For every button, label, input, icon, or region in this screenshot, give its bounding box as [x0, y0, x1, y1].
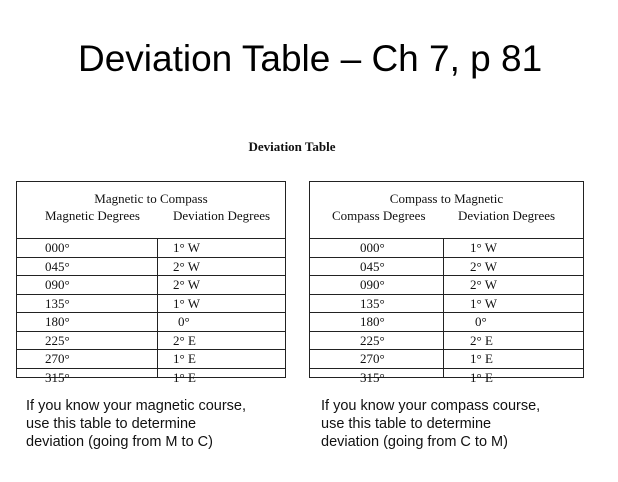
- dev-cell: 2° W: [470, 277, 497, 292]
- table-row: [310, 239, 583, 258]
- dev-cell: 0°: [475, 314, 487, 329]
- magnetic-to-compass-table: [16, 181, 286, 385]
- table-row: [17, 369, 285, 387]
- table-heading: Deviation Table: [248, 139, 336, 154]
- dev-cell: 0°: [178, 314, 190, 329]
- dev-cell: 1° W: [173, 240, 200, 255]
- column-header-compass-degrees: Compass Degrees: [332, 208, 426, 223]
- deg-cell: 000°: [45, 240, 70, 255]
- compass-to-magnetic-table: [309, 181, 584, 385]
- slide-title: Deviation Table – Ch 7, p 81: [78, 38, 543, 79]
- note-line: If you know your magnetic course,: [26, 398, 247, 414]
- column-header-magnetic-degrees: Magnetic Degrees: [45, 208, 140, 223]
- deg-cell: 000°: [360, 240, 385, 255]
- deg-cell: 045°: [45, 258, 70, 274]
- dev-cell: 2° W: [173, 277, 200, 292]
- deg-cell: 270°: [45, 351, 70, 366]
- dev-cell: 2° E: [173, 332, 196, 348]
- table-row: [310, 332, 583, 351]
- deg-cell: 045°: [360, 258, 385, 274]
- deg-cell: 225°: [45, 332, 70, 348]
- table-row: [310, 258, 583, 277]
- table-row: [17, 239, 285, 258]
- note-line: use this table to determine: [26, 416, 197, 432]
- table-row: [310, 276, 583, 295]
- column-header-deviation-degrees: Deviation Degrees: [173, 208, 271, 223]
- table-body: [17, 238, 285, 386]
- table-row: [310, 369, 583, 387]
- deg-cell: 090°: [45, 277, 70, 292]
- table-row: [17, 276, 285, 295]
- deg-cell: 270°: [360, 351, 385, 366]
- table-row: [17, 332, 285, 351]
- table-row: [17, 313, 285, 332]
- note-line: If you know your compass course,: [321, 398, 541, 414]
- table-caption: Compass to Magnetic: [389, 191, 504, 206]
- table-row: [310, 350, 583, 369]
- column-header-deviation-degrees: Deviation Degrees: [458, 208, 556, 223]
- dev-cell: 1° W: [470, 295, 497, 311]
- deg-cell: 090°: [360, 277, 385, 292]
- dev-cell: 1° E: [470, 369, 493, 385]
- note-line: deviation (going from M to C): [26, 434, 213, 450]
- dev-cell: 1° E: [173, 351, 196, 366]
- dev-cell: 2° E: [470, 332, 493, 348]
- dev-cell: 1° W: [173, 295, 200, 311]
- dev-cell: 1° W: [470, 240, 497, 255]
- deg-cell: 180°: [360, 314, 385, 329]
- table-body: [310, 238, 583, 386]
- note-compass-to-magnetic: [321, 397, 540, 451]
- table-row: [17, 350, 285, 369]
- dev-cell: 1° E: [470, 351, 493, 366]
- table-row: [17, 258, 285, 277]
- deg-cell: 315°: [360, 369, 385, 385]
- table-caption: Magnetic to Compass: [94, 191, 208, 206]
- deg-cell: 135°: [360, 295, 385, 311]
- table-row: [310, 313, 583, 332]
- note-line: deviation (going from C to M): [321, 434, 508, 450]
- deg-cell: 135°: [45, 295, 70, 311]
- dev-cell: 1° E: [173, 369, 196, 385]
- deg-cell: 225°: [360, 332, 385, 348]
- deg-cell: 180°: [45, 314, 70, 329]
- table-row: [17, 295, 285, 314]
- note-magnetic-to-compass: [26, 397, 246, 451]
- table-row: [310, 295, 583, 314]
- note-line: use this table to determine: [321, 416, 492, 432]
- dev-cell: 2° W: [173, 258, 200, 274]
- deg-cell: 315°: [45, 369, 70, 385]
- dev-cell: 2° W: [470, 258, 497, 274]
